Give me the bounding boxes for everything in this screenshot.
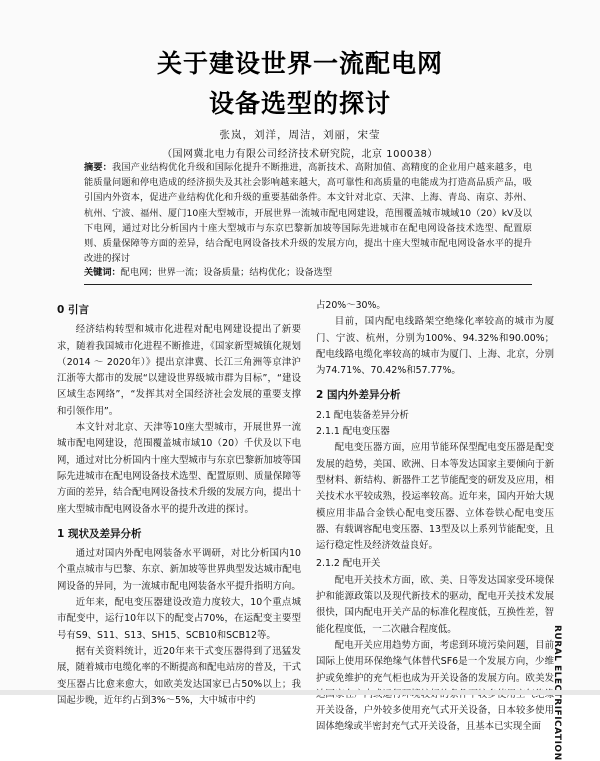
scan-edge (0, 690, 600, 695)
section-2-1-2-paragraph-2: 配电开关应用趋势方面，考虑到环境污染问题，目前国际上使用环保绝缘气体替代SF6是一个发展方向，少维护或免维护的充气柜也成为开关设备的发展方向。欧美发 开关设备，户外较多使用充气式开关设备，日本较多使用固体绝缘或半密封充气式开关设备，且基本已实现全面 (316, 639, 554, 733)
section-0-paragraph-2: 本文针对北京、天津等10座大型城市，开展世界一流城市配电网建设，范围覆盖城市域10（20）千伏及以下电网，通过对比分析国内十座大型城市与东京巴黎新加坡等国际先进城市在配电网设备技术选型、配置原则、质量保障等方面的差异，结合配电网设备技术升级的发展方向，提出十座大型城市配电网设备水平的提升改进的探讨。 (57, 422, 301, 515)
affiliation: （国网冀北电力有限公司经济技术研究院，北京 100038） (162, 149, 438, 160)
section-2-1-2-heading: 2.1.2 配电开关 (316, 558, 381, 570)
right-column (316, 298, 554, 736)
continued-text: 占20%～30%。 (316, 300, 386, 311)
section-0-paragraph-1: 经济结构转型和城市化进程对配电网建设提出了新要求，随着我国城市化进程不断推进，《国家新型城镇化规划（2014 ～ 2020年）》提出京津冀、长江三角洲等京津沪江浙等大都市的发展“以建设世界级城市群为目标”，“建设区域生态网络”，“发挥其对全国经济社会发展的重要支撑和引领作用”。 (57, 324, 301, 417)
abstract-text: 我国产业结构优化升级和国际化提升不断推进，高新技术、高附加值、高精度的企业用户越来越多，电能质量问题和停电造成的经济损失及其社会影响越来越大，高可靠性和高质量的电能成为打造高品质产品，吸引国内外资本，促进产业结构优化和升级的重要基础条件。本文针对北京、天津、上海、青岛、南京、苏州、杭州、宁波、福州、厦门10座大型城市，开展世界一流城市配电网建设，范围覆盖城市城域10（20）kV及以下电网，通过对比分析国内十座大型城市与东京巴黎新加坡等国际先进城市在配电网设备技术选型、配置原则、质量保障等方面的差异，结合配电网设备技术升级的发展方向，提出十座大型城市配电网设备水平的提升改进的探讨 (84, 162, 533, 265)
section-1-heading: 1 现状及差异分析 (57, 527, 142, 540)
keywords-text: 配电网；世界一流；设备质量；结构优化；设备选型 (120, 267, 333, 278)
title-line-2: 设备选型的探讨 (208, 89, 391, 118)
section-2-1-2-paragraph-1: 配电开关技术方面，欧、美、日等发达国家受环境保护和能源政策以及现代新技术的驱动，配电开关技术发展很快，国内配电开关产品的标准化程度低，互换性差，智能化程度低，一二次融合程度低。 (316, 574, 554, 635)
section-0-heading: 0 引言 (57, 304, 89, 316)
section-1-paragraph-2: 近年来，配电变压器建设改造力度较大，10个重点城市配变中，运行10年以下的配变占70%，在运配变主要型号有S9、S11、S13、SH15、SCB10和SCB12等。 (57, 597, 301, 641)
title-line-1: 关于建设世界一流配电网 (156, 49, 443, 78)
authors: 张岚，刘洋，周洁，刘丽，宋莹 (219, 129, 381, 141)
keywords-label: 关键词： (84, 267, 121, 278)
abstract-label: 摘要： (84, 162, 113, 173)
section-1-paragraph-1: 通过对国内外配电网装备水平调研，对比分析国内10个重点城市与巴黎、东京、新加坡等世界典型发达城市配电网设备的异同，为一流城市配电网装备水平提升指明方向。 (57, 548, 301, 592)
right-paragraph-1: 目前，国内配电线路架空绝缘化率较高的城市为厦门、宁波、杭州，分别为100%、94.32%和90.00%；配电线路电缆化率较高的城市为厦门、上海、北京，分别为74.71%、70.42%和57.77%。 (316, 316, 554, 377)
section-1-paragraph-3: 据有关资料统计，近20年来干式变压器得到了迅猛发展，随着城市电缆化率的不断提高和配电站房的普及，干式变压器占比愈来愈大，如欧美发达国家已占50%以上；我国起步晚，近年约占到3%～5%，大中城市中约 (57, 645, 301, 706)
divider (84, 284, 532, 285)
section-2-1-1-paragraph: 配电变压器方面，应用节能环保型配电变压器是配变发展的趋势，美国、欧洲、日本等发达国家主要倾向于新型材料、新结构、新器件工艺节能配变的研发及应用，相关技术水平较成熟，投运率较高。近年来，国内开始大规模应用非晶合金铁心配电变压器、立体卷铁心配电变压器、有载调容配电变压器、13型及以上系列节能配变，且运行稳定性及经济效益良好。 (316, 442, 554, 552)
section-2-heading: 2 国内外差异分析 (316, 389, 401, 402)
section-2-1-heading: 2.1 配电装备差异分析 (316, 409, 409, 421)
abstract (84, 160, 532, 266)
section-2-1-1-heading: 2.1.1 配电变压器 (316, 426, 390, 438)
keywords (84, 265, 532, 280)
left-column (57, 298, 301, 709)
